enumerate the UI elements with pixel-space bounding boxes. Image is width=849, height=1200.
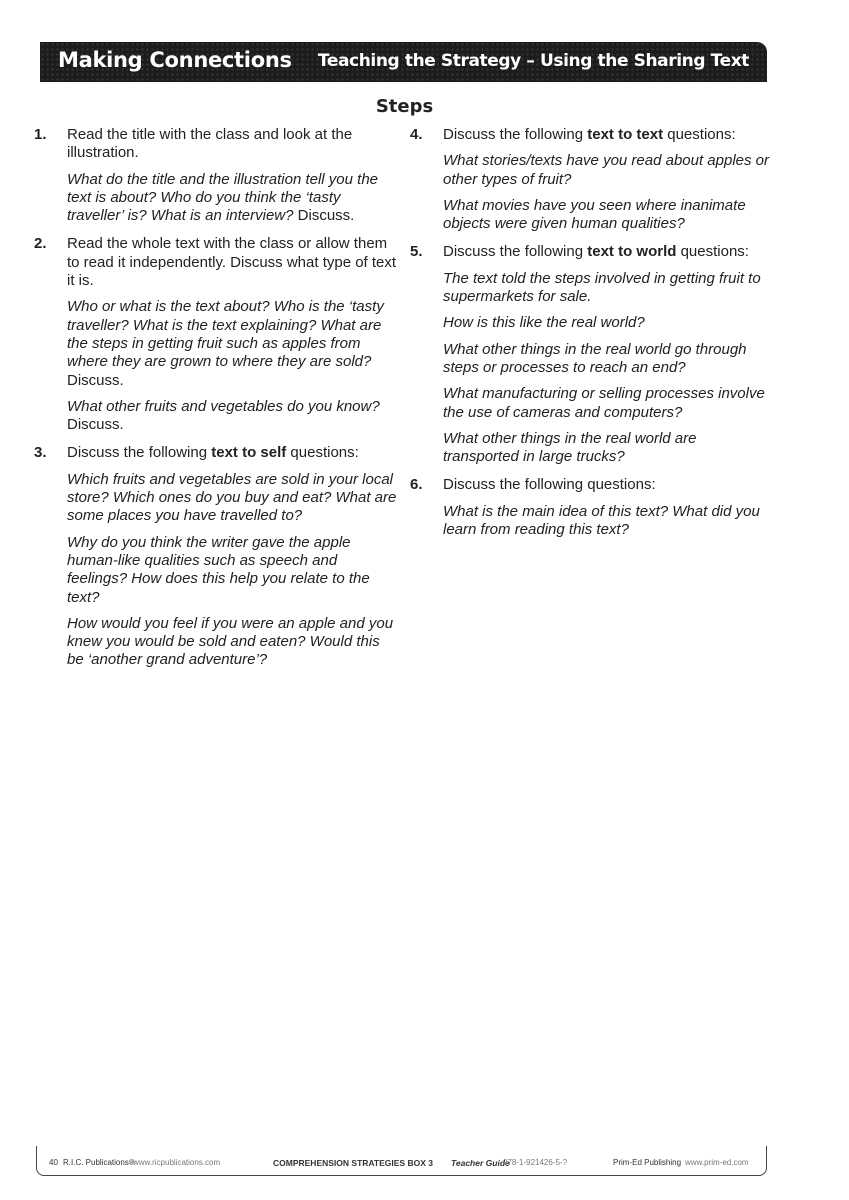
- page-number: 40: [49, 1158, 58, 1167]
- step-question: What other things in the real world are transported in large trucks?: [443, 429, 697, 466]
- publisher-right: Prim-Ed Publishing: [613, 1158, 682, 1167]
- step-question: Who or what is the text about? Who is the ‘tasty traveller? What is the text explaining? What are the steps in getting fruit such as apples from where they are grown to where they are sold? Discuss.: [67, 298, 384, 389]
- step-1: [34, 126, 399, 225]
- step-number: 6.: [410, 476, 423, 494]
- step-question: What manufacturing or selling processes involve the use of cameras and computers?: [443, 385, 765, 421]
- header-banner: [40, 42, 767, 82]
- step-question: What do the title and the illustration tell you the text is about? Who do you think the ‘tasty traveller’ is? What is an interview? Discuss.: [67, 170, 379, 225]
- step-2: [34, 235, 399, 434]
- step-question: What other things in the real world go through steps or processes to reach an end?: [443, 340, 747, 376]
- step-question: What stories/texts have you read about apples or other types of fruit?: [443, 152, 770, 188]
- step-6: [410, 476, 770, 539]
- step-instruction: Discuss the following text to world questions:: [443, 243, 749, 261]
- step-question: What is the main idea of this text? What did you learn from reading this text?: [443, 502, 760, 539]
- step-number: 2.: [34, 235, 47, 253]
- step-instruction: Read the title with the class and look at the illustration.: [67, 126, 353, 162]
- isbn: 978-1-921426-5-?: [503, 1158, 568, 1167]
- step-question: What other fruits and vegetables do you know? Discuss.: [67, 397, 380, 434]
- step-question: Which fruits and vegetables are sold in your local store? Which ones do you buy and eat? What are some places you have travelled to?: [67, 470, 397, 525]
- step-3: [34, 444, 399, 669]
- step-5: [410, 243, 770, 466]
- step-question: Why do you think the writer gave the apple human-like qualities such as speech and feelings? How does this help you relate to the text?: [67, 533, 370, 606]
- steps-heading: Steps: [375, 96, 434, 117]
- step-instruction: Discuss the following text to self questions:: [67, 444, 359, 462]
- right-column: [410, 126, 770, 549]
- step-number: 1.: [34, 126, 47, 143]
- publisher-url-left: www.ricpublications.com: [133, 1158, 221, 1167]
- step-question: What movies have you seen where inanimate objects were given human qualities?: [443, 196, 746, 233]
- page-footer: [36, 1146, 767, 1176]
- step-instruction: Discuss the following text to text questions:: [443, 126, 736, 143]
- publisher-url-right: www.prim-ed.com: [685, 1158, 749, 1167]
- publisher-left: R.I.C. Publications®: [63, 1158, 135, 1167]
- step-number: 4.: [410, 126, 423, 143]
- step-question: The text told the steps involved in getting fruit to supermarkets for sale.: [443, 269, 761, 306]
- step-number: 3.: [34, 444, 47, 462]
- step-question: How would you feel if you were an apple and you knew you would be sold and eaten? Would this be ‘another grand adventure’?: [67, 614, 394, 669]
- guide-label: Teacher Guide: [451, 1158, 510, 1168]
- step-number: 5.: [410, 243, 423, 261]
- book-title: COMPREHENSION STRATEGIES BOX 3: [273, 1158, 433, 1168]
- step-4: [410, 126, 770, 233]
- section-subtitle: Teaching the Strategy – Using the Sharing Text: [317, 51, 749, 71]
- section-title: Making Connections: [58, 48, 292, 72]
- step-instruction: Read the whole text with the class or allow them to read it independently. Discuss what type of text it is.: [67, 235, 397, 290]
- step-question: How is this like the real world?: [443, 314, 645, 332]
- left-column: [34, 126, 399, 680]
- step-instruction: Discuss the following questions:: [443, 476, 656, 494]
